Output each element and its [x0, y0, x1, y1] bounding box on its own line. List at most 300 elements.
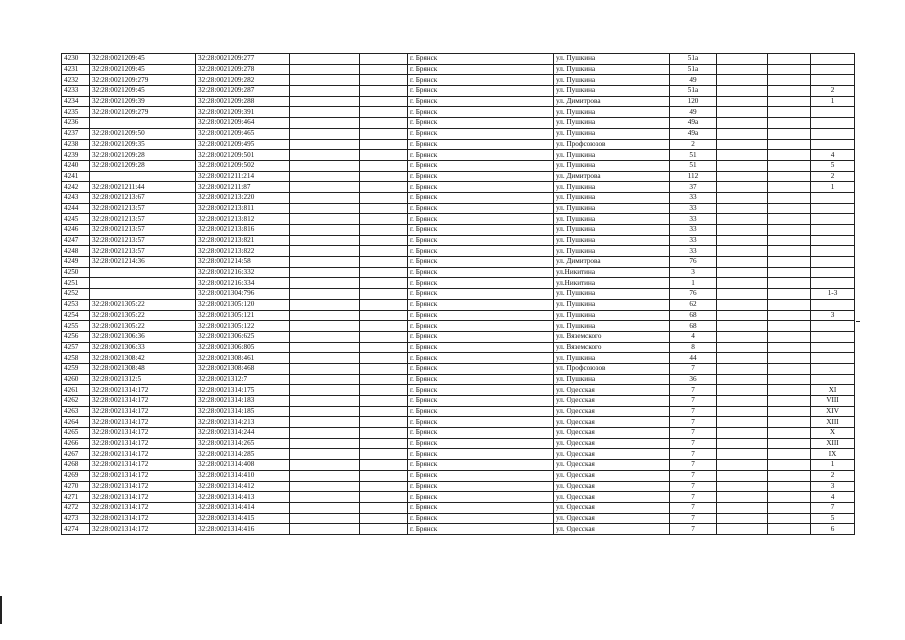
cell-cadastral-number: 32:28:0021314:412	[196, 481, 290, 492]
cell-house: 37	[670, 182, 717, 193]
cell-house: 7	[670, 363, 717, 374]
cell-empty	[290, 225, 360, 236]
cell-number: 4236	[62, 118, 90, 129]
cell-empty	[768, 192, 811, 203]
cell-empty	[290, 428, 360, 439]
cell-house: 49а	[670, 118, 717, 129]
cell-parent-cadastral-number: 32:28:0021306:33	[90, 342, 196, 353]
cell-empty	[768, 321, 811, 332]
cell-empty	[360, 460, 408, 471]
cell-number: 4234	[62, 96, 90, 107]
cell-empty	[360, 428, 408, 439]
cell-city: г. Брянск	[408, 246, 554, 257]
cell-empty	[717, 385, 768, 396]
cell-parent-cadastral-number	[90, 171, 196, 182]
cell-empty	[717, 64, 768, 75]
cell-city: г. Брянск	[408, 363, 554, 374]
cell-cadastral-number: 32:28:0021314:416	[196, 524, 290, 535]
cell-city: г. Брянск	[408, 353, 554, 364]
cell-empty	[717, 86, 768, 97]
cell-empty	[360, 107, 408, 118]
cell-empty	[768, 374, 811, 385]
cell-empty	[290, 64, 360, 75]
cell-empty	[290, 160, 360, 171]
cell-apartment: X	[811, 428, 855, 439]
cell-parent-cadastral-number: 32:28:0021314:172	[90, 406, 196, 417]
cell-cadastral-number: 32:28:0021314:213	[196, 417, 290, 428]
cell-empty	[360, 267, 408, 278]
cell-empty	[360, 150, 408, 161]
cell-empty	[768, 438, 811, 449]
cell-empty	[290, 460, 360, 471]
cell-empty	[360, 75, 408, 86]
cell-empty	[360, 363, 408, 374]
cell-empty	[768, 96, 811, 107]
cell-empty	[768, 160, 811, 171]
cell-city: г. Брянск	[408, 406, 554, 417]
cell-empty	[717, 396, 768, 407]
cell-house: 33	[670, 225, 717, 236]
cell-city: г. Брянск	[408, 321, 554, 332]
cell-parent-cadastral-number: 32:28:0021314:172	[90, 428, 196, 439]
cell-empty	[768, 278, 811, 289]
cell-parent-cadastral-number: 32:28:0021209:45	[90, 64, 196, 75]
cell-parent-cadastral-number: 32:28:0021213:57	[90, 246, 196, 257]
cell-city: г. Брянск	[408, 449, 554, 460]
cell-empty	[290, 524, 360, 535]
cell-empty	[717, 118, 768, 129]
table-row	[62, 150, 855, 161]
cell-number: 4240	[62, 160, 90, 171]
cell-empty	[768, 139, 811, 150]
cell-apartment	[811, 342, 855, 353]
cell-city: г. Брянск	[408, 225, 554, 236]
cell-empty	[290, 171, 360, 182]
cell-house: 33	[670, 214, 717, 225]
cell-empty	[290, 331, 360, 342]
table-row	[62, 107, 855, 118]
cell-empty	[768, 225, 811, 236]
cell-empty	[768, 492, 811, 503]
cell-apartment: 2	[811, 86, 855, 97]
cell-parent-cadastral-number: 32:28:0021305:22	[90, 299, 196, 310]
cell-street: ул. Пушкина	[554, 54, 670, 65]
cell-street: ул. Одесская	[554, 481, 670, 492]
cell-cadastral-number: 32:28:0021308:468	[196, 363, 290, 374]
cell-cadastral-number: 32:28:0021213:812	[196, 214, 290, 225]
cell-empty	[717, 96, 768, 107]
cell-parent-cadastral-number: 32:28:0021209:279	[90, 107, 196, 118]
cell-number: 4241	[62, 171, 90, 182]
cell-cadastral-number: 32:28:0021314:408	[196, 460, 290, 471]
cell-apartment	[811, 374, 855, 385]
cell-street: ул. Пушкина	[554, 118, 670, 129]
cell-house: 4	[670, 331, 717, 342]
cell-parent-cadastral-number	[90, 118, 196, 129]
cell-empty	[360, 225, 408, 236]
cell-city: г. Брянск	[408, 331, 554, 342]
cell-empty	[717, 481, 768, 492]
cell-empty	[768, 54, 811, 65]
cell-street: ул. Пушкина	[554, 246, 670, 257]
cell-empty	[360, 182, 408, 193]
cell-cadastral-number: 32:28:0021209:288	[196, 96, 290, 107]
cell-parent-cadastral-number	[90, 267, 196, 278]
cell-parent-cadastral-number: 32:28:0021314:172	[90, 385, 196, 396]
cell-cadastral-number: 32:28:0021314:415	[196, 513, 290, 524]
cell-apartment: VIII	[811, 396, 855, 407]
cell-apartment: 7	[811, 502, 855, 513]
cell-city: г. Брянск	[408, 139, 554, 150]
table-row	[62, 225, 855, 236]
cell-parent-cadastral-number: 32:28:0021314:172	[90, 417, 196, 428]
cell-cadastral-number: 32:28:0021306:625	[196, 331, 290, 342]
cell-apartment: XIII	[811, 417, 855, 428]
cell-city: г. Брянск	[408, 96, 554, 107]
cell-street: ул. Пушкина	[554, 75, 670, 86]
cell-number: 4272	[62, 502, 90, 513]
cell-empty	[717, 160, 768, 171]
table-row	[62, 513, 855, 524]
cell-empty	[290, 150, 360, 161]
cell-cadastral-number: 32:28:0021213:822	[196, 246, 290, 257]
cell-cadastral-number: 32:28:0021209:277	[196, 54, 290, 65]
cell-empty	[360, 385, 408, 396]
cell-apartment: XI	[811, 385, 855, 396]
cell-house: 7	[670, 396, 717, 407]
cell-number: 4257	[62, 342, 90, 353]
cell-empty	[360, 481, 408, 492]
cell-parent-cadastral-number: 32:28:0021314:172	[90, 460, 196, 471]
cell-empty	[768, 86, 811, 97]
cell-number: 4239	[62, 150, 90, 161]
scan-tick-mark	[856, 321, 860, 322]
cell-empty	[290, 214, 360, 225]
cell-street: ул. Пушкина	[554, 321, 670, 332]
cell-parent-cadastral-number: 32:28:0021314:172	[90, 438, 196, 449]
table-row	[62, 374, 855, 385]
cell-street: ул. Пушкина	[554, 150, 670, 161]
cell-empty	[717, 374, 768, 385]
cell-cadastral-number: 32:28:0021306:805	[196, 342, 290, 353]
cell-empty	[768, 299, 811, 310]
cell-city: г. Брянск	[408, 289, 554, 300]
cell-house: 51	[670, 150, 717, 161]
cell-cadastral-number: 32:28:0021213:821	[196, 235, 290, 246]
cell-cadastral-number: 32:28:0021305:122	[196, 321, 290, 332]
cell-cadastral-number: 32:28:0021305:121	[196, 310, 290, 321]
cell-city: г. Брянск	[408, 54, 554, 65]
cell-number: 4252	[62, 289, 90, 300]
cell-house: 51а	[670, 54, 717, 65]
cell-empty	[717, 182, 768, 193]
cell-empty	[360, 139, 408, 150]
cell-number: 4237	[62, 128, 90, 139]
table-row	[62, 54, 855, 65]
cell-empty	[290, 267, 360, 278]
cell-cadastral-number: 32:28:0021314:175	[196, 385, 290, 396]
table-row	[62, 160, 855, 171]
cell-city: г. Брянск	[408, 396, 554, 407]
cell-empty	[717, 513, 768, 524]
cell-cadastral-number: 32:28:0021209:278	[196, 64, 290, 75]
cell-street: ул. Одесская	[554, 502, 670, 513]
cell-empty	[717, 492, 768, 503]
table-row	[62, 278, 855, 289]
cell-parent-cadastral-number: 32:28:0021308:48	[90, 363, 196, 374]
cell-apartment: 2	[811, 171, 855, 182]
cell-number: 4246	[62, 225, 90, 236]
cell-empty	[768, 171, 811, 182]
cell-empty	[768, 107, 811, 118]
cell-apartment	[811, 225, 855, 236]
cell-street: ул. Одесская	[554, 396, 670, 407]
cell-empty	[768, 118, 811, 129]
cell-number: 4238	[62, 139, 90, 150]
cell-parent-cadastral-number: 32:28:0021209:45	[90, 54, 196, 65]
table-row	[62, 524, 855, 535]
table-row	[62, 310, 855, 321]
cell-street: ул. Одесская	[554, 385, 670, 396]
cell-apartment: XIV	[811, 406, 855, 417]
cell-house: 8	[670, 342, 717, 353]
table-row	[62, 75, 855, 86]
table-row	[62, 385, 855, 396]
cell-parent-cadastral-number: 32:28:0021214:36	[90, 257, 196, 268]
cell-empty	[717, 417, 768, 428]
cell-number: 4248	[62, 246, 90, 257]
cell-number: 4264	[62, 417, 90, 428]
cell-parent-cadastral-number: 32:28:0021209:45	[90, 86, 196, 97]
cell-cadastral-number: 32:28:0021209:501	[196, 150, 290, 161]
cell-street: ул. Одесская	[554, 406, 670, 417]
cell-house: 51а	[670, 86, 717, 97]
cell-empty	[290, 396, 360, 407]
cell-house: 7	[670, 492, 717, 503]
cell-number: 4255	[62, 321, 90, 332]
cell-street: ул. Профсоюзов	[554, 139, 670, 150]
cell-house: 7	[670, 449, 717, 460]
cell-street: ул. Димитрова	[554, 257, 670, 268]
cell-empty	[717, 267, 768, 278]
cell-cadastral-number: 32:28:0021304:796	[196, 289, 290, 300]
cell-parent-cadastral-number: 32:28:0021314:172	[90, 449, 196, 460]
cell-number: 4271	[62, 492, 90, 503]
registry-rows	[62, 54, 855, 535]
cell-number: 4235	[62, 107, 90, 118]
cell-apartment: 1	[811, 96, 855, 107]
cell-empty	[360, 278, 408, 289]
cell-street: ул. Пушкина	[554, 192, 670, 203]
cell-empty	[290, 385, 360, 396]
cell-cadastral-number: 32:28:0021314:410	[196, 470, 290, 481]
cell-street: ул. Пушкина	[554, 203, 670, 214]
cell-city: г. Брянск	[408, 342, 554, 353]
table-row	[62, 396, 855, 407]
table-row	[62, 64, 855, 75]
cell-empty	[717, 331, 768, 342]
cell-apartment	[811, 192, 855, 203]
table-row	[62, 289, 855, 300]
cell-street: ул. Одесская	[554, 513, 670, 524]
cell-cadastral-number: 32:28:0021209:464	[196, 118, 290, 129]
cell-empty	[290, 438, 360, 449]
cell-apartment	[811, 235, 855, 246]
cell-parent-cadastral-number: 32:28:0021209:28	[90, 150, 196, 161]
cell-number: 4243	[62, 192, 90, 203]
cell-street: ул. Профсоюзов	[554, 363, 670, 374]
cell-cadastral-number: 32:28:0021314:285	[196, 449, 290, 460]
cell-parent-cadastral-number	[90, 289, 196, 300]
cell-empty	[717, 321, 768, 332]
cell-empty	[360, 310, 408, 321]
cell-empty	[768, 502, 811, 513]
cell-empty	[717, 75, 768, 86]
cell-parent-cadastral-number: 32:28:0021314:172	[90, 492, 196, 503]
cell-empty	[290, 235, 360, 246]
cell-empty	[717, 54, 768, 65]
cell-apartment	[811, 118, 855, 129]
cell-cadastral-number: 32:28:0021209:495	[196, 139, 290, 150]
cell-empty	[768, 353, 811, 364]
cell-street: ул. Пушкина	[554, 182, 670, 193]
cell-street: ул. Димитрова	[554, 96, 670, 107]
cell-number: 4249	[62, 257, 90, 268]
cell-house: 7	[670, 481, 717, 492]
cell-parent-cadastral-number	[90, 278, 196, 289]
cell-house: 7	[670, 513, 717, 524]
cell-cadastral-number: 32:28:0021211:87	[196, 182, 290, 193]
cell-number: 4274	[62, 524, 90, 535]
cell-empty	[768, 428, 811, 439]
cell-cadastral-number: 32:28:0021314:244	[196, 428, 290, 439]
cell-number: 4247	[62, 235, 90, 246]
cell-city: г. Брянск	[408, 299, 554, 310]
cell-number: 4260	[62, 374, 90, 385]
cell-house: 112	[670, 171, 717, 182]
cell-empty	[290, 289, 360, 300]
cell-street: ул. Пушкина	[554, 374, 670, 385]
cell-empty	[717, 460, 768, 471]
cell-cadastral-number: 32:28:0021213:816	[196, 225, 290, 236]
cell-street: ул. Пушкина	[554, 225, 670, 236]
table-row	[62, 449, 855, 460]
cell-empty	[290, 107, 360, 118]
table-row	[62, 182, 855, 193]
cell-number: 4258	[62, 353, 90, 364]
cell-city: г. Брянск	[408, 150, 554, 161]
cell-empty	[290, 513, 360, 524]
cell-empty	[360, 289, 408, 300]
cell-apartment	[811, 299, 855, 310]
cell-house: 2	[670, 139, 717, 150]
cell-parent-cadastral-number: 32:28:0021209:28	[90, 160, 196, 171]
cell-empty	[768, 128, 811, 139]
cell-apartment: 1	[811, 182, 855, 193]
cell-empty	[768, 246, 811, 257]
cell-number: 4270	[62, 481, 90, 492]
cell-empty	[717, 139, 768, 150]
cell-empty	[360, 321, 408, 332]
cell-empty	[768, 257, 811, 268]
cell-city: г. Брянск	[408, 310, 554, 321]
cell-apartment: 1	[811, 460, 855, 471]
cell-empty	[768, 449, 811, 460]
cell-apartment	[811, 331, 855, 342]
cell-apartment: 4	[811, 150, 855, 161]
cell-empty	[290, 257, 360, 268]
cell-street: ул. Пушкина	[554, 235, 670, 246]
cell-empty	[768, 331, 811, 342]
cell-empty	[290, 342, 360, 353]
cell-cadastral-number: 32:28:0021314:413	[196, 492, 290, 503]
table-row	[62, 321, 855, 332]
cell-city: г. Брянск	[408, 75, 554, 86]
cell-empty	[768, 481, 811, 492]
cell-empty	[768, 524, 811, 535]
cell-empty	[360, 203, 408, 214]
cell-empty	[768, 470, 811, 481]
cell-parent-cadastral-number: 32:28:0021314:172	[90, 396, 196, 407]
cell-empty	[717, 470, 768, 481]
cell-street: ул.Никитина	[554, 278, 670, 289]
cell-number: 4268	[62, 460, 90, 471]
cell-number: 4269	[62, 470, 90, 481]
cell-empty	[360, 64, 408, 75]
cell-apartment: 1-3	[811, 289, 855, 300]
cell-parent-cadastral-number: 32:28:0021305:22	[90, 321, 196, 332]
cell-number: 4261	[62, 385, 90, 396]
cell-empty	[360, 417, 408, 428]
cell-empty	[360, 342, 408, 353]
cell-parent-cadastral-number: 32:28:0021213:67	[90, 192, 196, 203]
cell-empty	[290, 203, 360, 214]
cell-empty	[768, 396, 811, 407]
cell-empty	[360, 128, 408, 139]
cell-city: г. Брянск	[408, 513, 554, 524]
cell-number: 4267	[62, 449, 90, 460]
cell-empty	[717, 278, 768, 289]
table-row	[62, 267, 855, 278]
cell-cadastral-number: 32:28:0021312:7	[196, 374, 290, 385]
cell-apartment: 2	[811, 470, 855, 481]
cell-street: ул. Пушкина	[554, 128, 670, 139]
cell-empty	[360, 331, 408, 342]
cell-empty	[360, 160, 408, 171]
cell-empty	[360, 246, 408, 257]
table-row	[62, 406, 855, 417]
cell-city: г. Брянск	[408, 192, 554, 203]
table-row	[62, 235, 855, 246]
cell-empty	[290, 449, 360, 460]
cell-city: г. Брянск	[408, 492, 554, 503]
cell-apartment	[811, 267, 855, 278]
cell-house: 33	[670, 203, 717, 214]
cell-city: г. Брянск	[408, 235, 554, 246]
cell-number: 4230	[62, 54, 90, 65]
cell-street: ул. Одесская	[554, 428, 670, 439]
cell-empty	[768, 513, 811, 524]
cell-empty	[717, 246, 768, 257]
cell-apartment	[811, 107, 855, 118]
cell-apartment	[811, 64, 855, 75]
table-row	[62, 246, 855, 257]
cell-empty	[717, 289, 768, 300]
cell-street: ул. Одесская	[554, 460, 670, 471]
cell-empty	[768, 64, 811, 75]
cell-house: 33	[670, 235, 717, 246]
cell-parent-cadastral-number: 32:28:0021213:57	[90, 214, 196, 225]
